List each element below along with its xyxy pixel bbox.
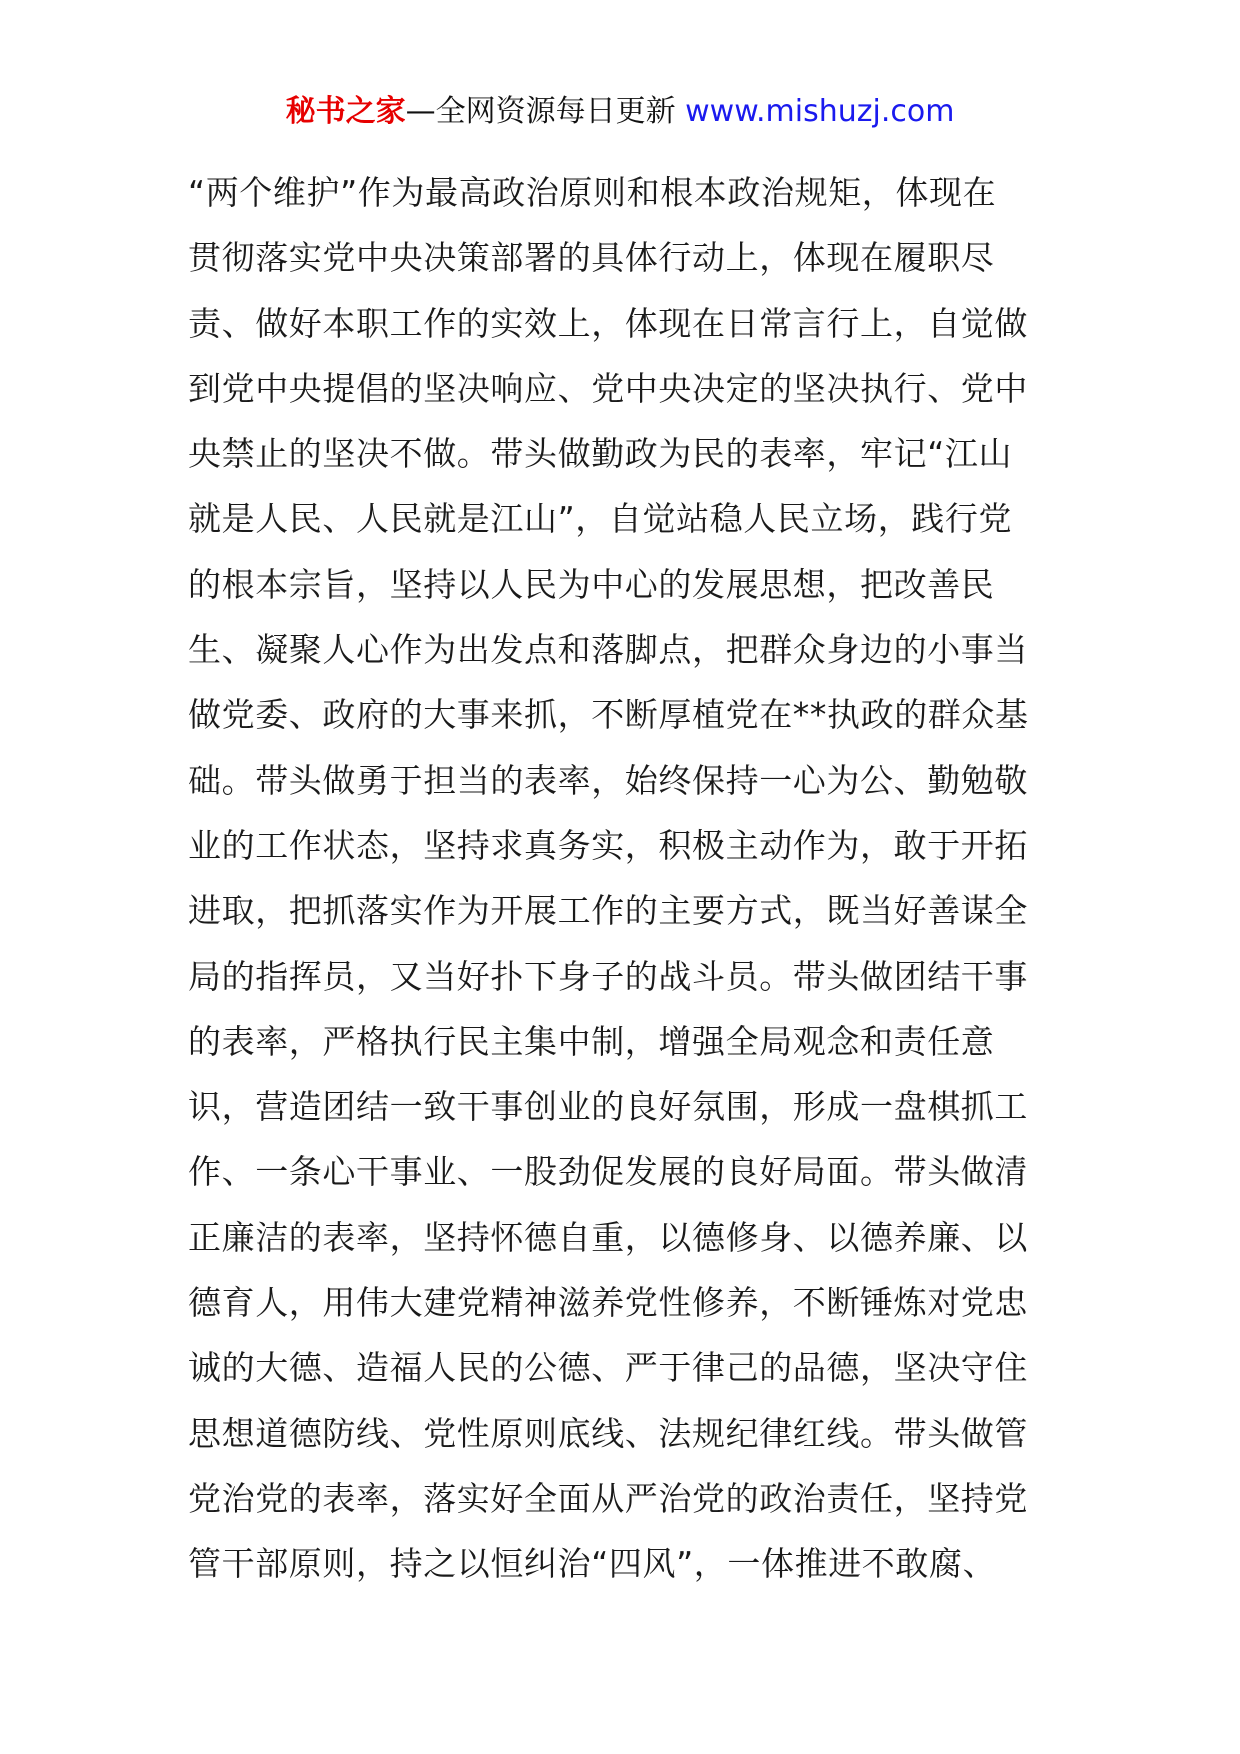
- body-line: 管干部原则，持之以恒纠治“四风”，一体推进不敢腐、: [188, 1544, 997, 1584]
- document-body: [188, 160, 1068, 1597]
- site-brand: 秘书之家: [285, 94, 406, 129]
- body-line: 思想道德防线、党性原则底线、法规纪律红线。带头做管: [188, 1413, 1028, 1453]
- body-line: 生、凝聚人心作为出发点和落脚点，把群众身边的小事当: [188, 630, 1028, 670]
- body-line: 到党中央提倡的坚决响应、党中央决定的坚决执行、党中: [188, 368, 1028, 408]
- body-line: 贯彻落实党中央决策部署的具体行动上，体现在履职尽: [188, 238, 995, 278]
- body-line: 局的指挥员，又当好扑下身子的战斗员。带头做团结干事: [188, 956, 1028, 996]
- body-line: 诚的大德、造福人民的公德、严于律己的品德，坚决守住: [188, 1348, 1028, 1388]
- body-line: 责、做好本职工作的实效上，体现在日常言行上，自觉做: [188, 303, 1028, 343]
- body-line: 作、一条心干事业、一股劲促发展的良好局面。带头做清: [188, 1152, 1028, 1192]
- body-line: 的根本宗旨，坚持以人民为中心的发展思想，把改善民: [188, 564, 995, 604]
- body-line: 进取，把抓落实作为开展工作的主要方式，既当好善谋全: [188, 891, 1028, 931]
- body-line: 央禁止的坚决不做。带头做勤政为民的表率，牢记“江山: [188, 434, 1013, 474]
- site-tagline: —全网资源每日更新: [405, 94, 686, 129]
- body-line: 德育人，用伟大建党精神滋养党性修养，不断锤炼对党忠: [188, 1283, 1028, 1323]
- body-line: 础。带头做勇于担当的表率，始终保持一心为公、勤勉敬: [188, 760, 1028, 800]
- page-header: [0, 92, 1240, 132]
- body-line: 的表率，严格执行民主集中制，增强全局观念和责任意: [188, 1021, 995, 1061]
- site-url-link[interactable]: www.mishuzj.com: [685, 94, 955, 129]
- body-line: 识，营造团结一致干事创业的良好氛围，形成一盘棋抓工: [188, 1087, 1028, 1127]
- body-line: 党治党的表率，落实好全面从严治党的政治责任，坚持党: [188, 1478, 1028, 1518]
- body-line: 就是人民、人民就是江山”，自觉站稳人民立场，践行党: [188, 499, 1013, 539]
- body-line: “两个维护”作为最高政治原则和根本政治规矩，体现在: [188, 173, 997, 212]
- body-line: 做党委、政府的大事来抓，不断厚植党在**执政的群众基: [188, 695, 1029, 735]
- body-line: 正廉洁的表率，坚持怀德自重，以德修身、以德养廉、以: [188, 1217, 1028, 1257]
- body-line: 业的工作状态，坚持求真务实，积极主动作为，敢于开拓: [188, 825, 1028, 865]
